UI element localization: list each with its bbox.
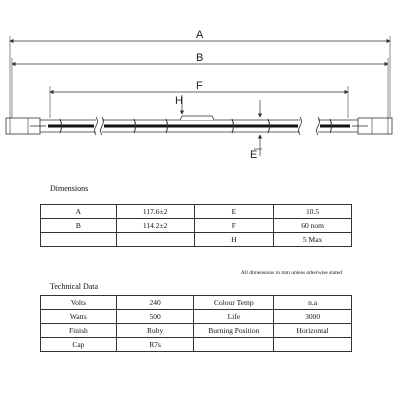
table-cell: Volts	[41, 296, 117, 310]
table-cell	[274, 338, 352, 352]
table-cell: Burning Position	[194, 324, 274, 338]
table-row	[41, 338, 352, 352]
table-row	[41, 324, 352, 338]
table-cell: Finish	[41, 324, 117, 338]
table-cell: Colour Temp	[194, 296, 274, 310]
dimension-a	[10, 29, 390, 41]
table-row	[41, 233, 352, 247]
table-cell: 5 Max	[274, 233, 352, 247]
table-cell: F	[194, 219, 274, 233]
table-cell: E	[194, 205, 274, 219]
table-cell: Life	[194, 310, 274, 324]
table-cell: H	[194, 233, 274, 247]
table-cell: B	[41, 219, 117, 233]
table-cell	[41, 233, 117, 247]
table-row	[41, 219, 352, 233]
table-cell: 500	[116, 310, 194, 324]
table-cell: 10.5	[274, 205, 352, 219]
lamp-tube	[6, 116, 392, 135]
table-cell: A	[41, 205, 117, 219]
table-cell: 3000	[274, 310, 352, 324]
table-cell: 114.2±2	[116, 219, 194, 233]
dimension-b-label: B	[196, 52, 204, 64]
table-cell: R7s	[116, 338, 194, 352]
table-cell: Horizontal	[274, 324, 352, 338]
dimension-f-label: F	[196, 80, 203, 92]
dimensions-title: Dimensions	[50, 184, 89, 193]
table-cell: 60 nom	[274, 219, 352, 233]
dimension-a-label: A	[196, 29, 204, 41]
units-note: All dimensions in mm unless otherwise stated	[240, 270, 342, 276]
lamp-dimension-drawing	[0, 0, 400, 175]
dimension-e	[250, 100, 262, 161]
dimension-e-label: E	[250, 149, 258, 161]
table-cell: Ruby	[116, 324, 194, 338]
technical-data-table	[40, 295, 352, 352]
table-cell	[116, 233, 194, 247]
dimension-h	[175, 95, 183, 114]
dimension-b	[12, 52, 388, 64]
technical-data-title: Technical Data	[50, 282, 99, 291]
table-row	[41, 310, 352, 324]
table-cell: 240	[116, 296, 194, 310]
dimension-h-label: H	[175, 95, 183, 107]
table-cell: n.a	[274, 296, 352, 310]
table-cell: 117.6±2	[116, 205, 194, 219]
table-row	[41, 296, 352, 310]
dimensions-table	[40, 204, 352, 247]
table-row	[41, 205, 352, 219]
table-cell: Cap	[41, 338, 117, 352]
table-cell: Watts	[41, 310, 117, 324]
table-cell	[194, 338, 274, 352]
dimension-f	[50, 80, 348, 92]
